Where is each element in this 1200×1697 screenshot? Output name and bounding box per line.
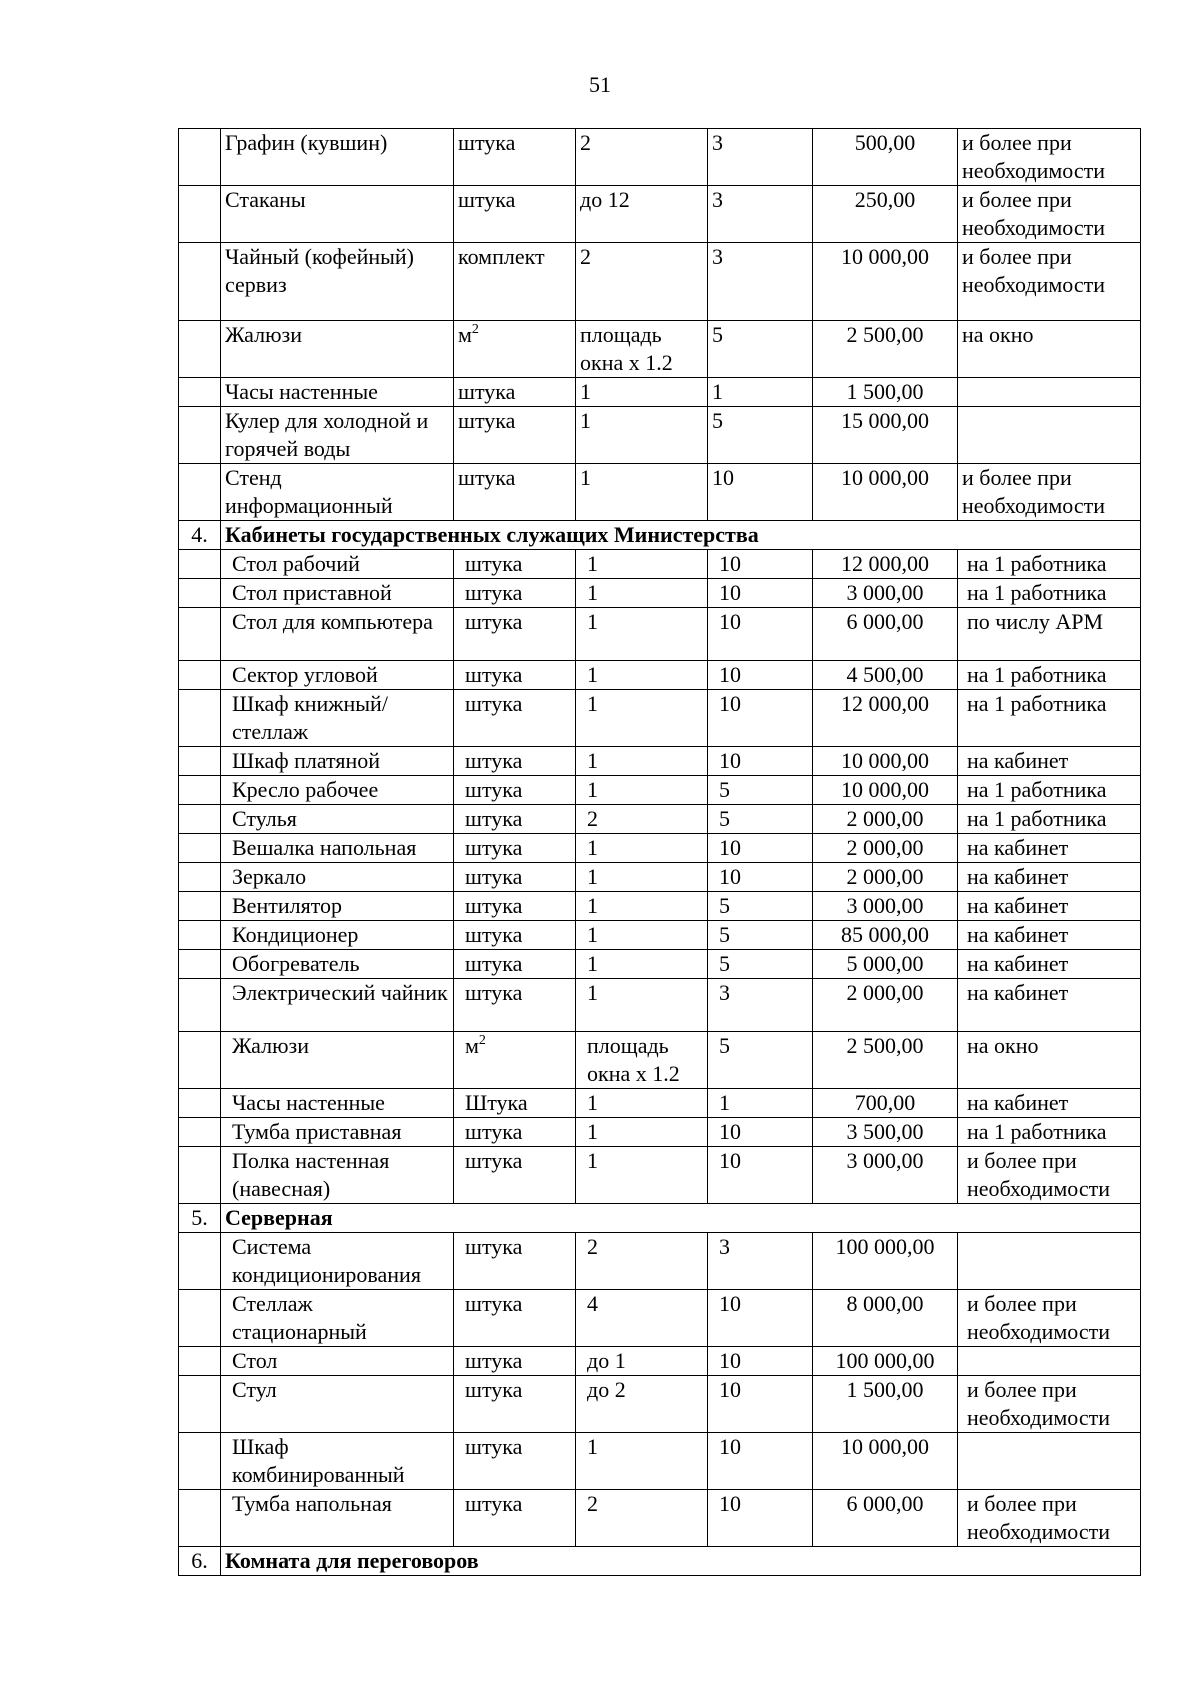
quantity-cell: 1 [576,378,708,407]
price-cell: 700,00 [813,1089,958,1118]
price-cell: 10 000,00 [813,1433,958,1490]
item-name-cell: Система кондиционирования [221,1233,454,1290]
note-cell: на 1 работника [958,550,1141,579]
unit-exponent: 2 [471,322,479,337]
row-number-cell [179,747,221,776]
row-number-cell [179,1347,221,1376]
table-row [179,186,1141,243]
unit-cell: штука [454,950,576,979]
unit-cell: комплект [454,243,576,321]
table-row [179,921,1141,950]
row-number-cell [179,464,221,521]
table-row [179,863,1141,892]
unit-cell: штука [454,921,576,950]
price-cell: 12 000,00 [813,550,958,579]
section-number: 5. [179,1204,221,1233]
table-row [179,1433,1141,1490]
unit-cell: штука [454,129,576,186]
service-life-cell: 10 [708,747,813,776]
service-life-cell: 10 [708,1490,813,1547]
row-number-cell [179,1032,221,1089]
price-cell: 500,00 [813,129,958,186]
note-cell: на 1 работника [958,579,1141,608]
service-life-cell: 10 [708,661,813,690]
row-number-cell [179,834,221,863]
quantity-cell: 2 [576,1490,708,1547]
section-title: Кабинеты государственных служащих Министерства [221,521,1141,550]
service-life-cell: 1 [708,1089,813,1118]
price-cell: 4 500,00 [813,661,958,690]
table-row [179,1490,1141,1547]
service-life-cell: 5 [708,892,813,921]
unit-cell: штука [454,186,576,243]
section-header-row [179,521,1141,550]
unit-cell: штука [454,608,576,661]
row-number-cell [179,1376,221,1433]
price-cell: 10 000,00 [813,243,958,321]
note-cell: и более при необходимости [958,186,1141,243]
price-cell: 2 000,00 [813,979,958,1032]
item-name-cell: Стаканы [221,186,454,243]
table-row [179,1233,1141,1290]
note-cell: на окно [958,321,1141,378]
price-cell: 10 000,00 [813,464,958,521]
price-cell: 10 000,00 [813,776,958,805]
table-row [179,834,1141,863]
row-number-cell [179,1118,221,1147]
price-cell: 2 500,00 [813,1032,958,1089]
row-number-cell [179,1233,221,1290]
item-name-cell: Стол приставной [221,579,454,608]
price-cell: 10 000,00 [813,747,958,776]
row-number-cell [179,661,221,690]
section-header-row [179,1547,1141,1576]
unit-exponent: 2 [478,1033,486,1048]
quantity-cell: 1 [576,776,708,805]
row-number-cell [179,608,221,661]
item-name-cell: Стулья [221,805,454,834]
price-cell: 2 000,00 [813,863,958,892]
service-life-cell: 5 [708,950,813,979]
unit-cell: штука [454,1376,576,1433]
quantity-cell: 1 [576,863,708,892]
service-life-cell: 3 [708,186,813,243]
table-row [179,1089,1141,1118]
service-life-cell: 10 [708,579,813,608]
unit-cell: штука [454,747,576,776]
item-name-cell: Стол [221,1347,454,1376]
unit-cell: штука [454,892,576,921]
service-life-cell: 10 [708,1290,813,1347]
price-cell: 6 000,00 [813,608,958,661]
item-name-cell: Кондиционер [221,921,454,950]
quantity-cell: 1 [576,747,708,776]
quantity-cell: 1 [576,979,708,1032]
quantity-cell: до 12 [576,186,708,243]
table-row [179,661,1141,690]
item-name-cell: Чайный (кофейный) сервиз [221,243,454,321]
price-cell: 2 500,00 [813,321,958,378]
item-name-cell: Полка настенная (навесная) [221,1147,454,1204]
note-cell [958,1233,1141,1290]
quantity-cell: 1 [576,892,708,921]
note-cell: на 1 работника [958,661,1141,690]
table-row [179,378,1141,407]
item-name-cell: Стенд информационный [221,464,454,521]
service-life-cell: 10 [708,1376,813,1433]
unit-cell: штука [454,1118,576,1147]
row-number-cell [179,550,221,579]
table-row [179,805,1141,834]
unit-cell: штука [454,464,576,521]
quantity-cell: 1 [576,464,708,521]
price-cell: 8 000,00 [813,1290,958,1347]
price-cell: 3 500,00 [813,1118,958,1147]
quantity-cell: 4 [576,1290,708,1347]
item-name-cell: Обогреватель [221,950,454,979]
row-number-cell [179,579,221,608]
table-row [179,1147,1141,1204]
price-cell: 6 000,00 [813,1490,958,1547]
note-cell: и более при необходимости [958,1147,1141,1204]
note-cell [958,1347,1141,1376]
table-row [179,1118,1141,1147]
note-cell: на 1 работника [958,776,1141,805]
item-name-cell: Кресло рабочее [221,776,454,805]
unit-cell: Штука [454,1089,576,1118]
item-name-cell: Тумба напольная [221,1490,454,1547]
service-life-cell: 3 [708,1233,813,1290]
section-title: Комната для переговоров [221,1547,1141,1576]
price-cell: 250,00 [813,186,958,243]
note-cell: на 1 работника [958,1118,1141,1147]
service-life-cell: 1 [708,378,813,407]
item-name-cell: Шкаф комбинированный [221,1433,454,1490]
item-name-cell: Жалюзи [221,321,454,378]
table-row [179,1290,1141,1347]
section-header-row [179,1204,1141,1233]
note-cell: на 1 работника [958,690,1141,747]
service-life-cell: 5 [708,921,813,950]
row-number-cell [179,1490,221,1547]
row-number-cell [179,378,221,407]
item-name-cell: Вентилятор [221,892,454,921]
table-row [179,1376,1141,1433]
quantity-cell: 1 [576,608,708,661]
row-number-cell [179,321,221,378]
quantity-cell: 2 [576,805,708,834]
table-row [179,550,1141,579]
service-life-cell: 3 [708,129,813,186]
table-row [179,892,1141,921]
table-row [179,608,1141,661]
row-number-cell [179,129,221,186]
unit-cell: штука [454,805,576,834]
item-name-cell: Кулер для холодной и горячей воды [221,407,454,464]
unit-cell: штука [454,1433,576,1490]
price-cell: 5 000,00 [813,950,958,979]
unit-cell: штука [454,1490,576,1547]
price-cell: 2 000,00 [813,834,958,863]
price-cell: 2 000,00 [813,805,958,834]
quantity-cell: 2 [576,243,708,321]
quantity-cell: 1 [576,661,708,690]
quantity-cell: 1 [576,550,708,579]
note-cell: на кабинет [958,863,1141,892]
note-cell: и более при необходимости [958,1490,1141,1547]
row-number-cell [179,805,221,834]
furniture-norms-table [178,128,1141,1576]
page-number: 51 [589,72,611,97]
table-row [179,129,1141,186]
note-cell [958,1433,1141,1490]
service-life-cell: 5 [708,321,813,378]
table-row [179,979,1141,1032]
quantity-cell: 2 [576,1233,708,1290]
table-row [179,1032,1141,1089]
note-cell: на кабинет [958,834,1141,863]
item-name-cell: Зеркало [221,863,454,892]
unit-cell: штука [454,690,576,747]
unit-cell: штука [454,1233,576,1290]
price-cell: 100 000,00 [813,1347,958,1376]
row-number-cell [179,407,221,464]
table-row [179,407,1141,464]
quantity-cell: 1 [576,1433,708,1490]
item-name-cell: Жалюзи [221,1032,454,1089]
unit-cell: штука [454,863,576,892]
item-name-cell: Тумба приставная [221,1118,454,1147]
item-name-cell: Часы настенные [221,378,454,407]
section-number: 6. [179,1547,221,1576]
section-number: 4. [179,521,221,550]
service-life-cell: 5 [708,776,813,805]
note-cell [958,378,1141,407]
unit-cell: штука [454,1290,576,1347]
note-cell: на кабинет [958,921,1141,950]
price-cell: 3 000,00 [813,892,958,921]
price-cell: 100 000,00 [813,1233,958,1290]
service-life-cell: 10 [708,1147,813,1204]
table-row [179,776,1141,805]
service-life-cell: 10 [708,1118,813,1147]
unit-text: м [465,1033,479,1058]
note-cell: на кабинет [958,747,1141,776]
item-name-cell: Стул [221,1376,454,1433]
quantity-cell: 2 [576,129,708,186]
note-cell: на кабинет [958,950,1141,979]
quantity-cell: до 1 [576,1347,708,1376]
row-number-cell [179,892,221,921]
quantity-cell: 1 [576,1089,708,1118]
service-life-cell: 10 [708,834,813,863]
row-number-cell [179,776,221,805]
unit-cell: штука [454,579,576,608]
price-cell: 3 000,00 [813,1147,958,1204]
quantity-cell: площадь окна х 1.2 [576,1032,708,1089]
note-cell: по числу АРМ [958,608,1141,661]
table-row [179,464,1141,521]
table-row [179,321,1141,378]
row-number-cell [179,921,221,950]
unit-cell: штука [454,378,576,407]
unit-cell: штука [454,661,576,690]
note-cell: на 1 работника [958,805,1141,834]
row-number-cell [179,243,221,321]
service-life-cell: 3 [708,243,813,321]
item-name-cell: Вешалка напольная [221,834,454,863]
unit-cell: штука [454,776,576,805]
quantity-cell: 1 [576,1147,708,1204]
unit-cell: штука [454,979,576,1032]
service-life-cell: 5 [708,1032,813,1089]
quantity-cell: 1 [576,921,708,950]
price-cell: 85 000,00 [813,921,958,950]
price-cell: 15 000,00 [813,407,958,464]
table-row [179,690,1141,747]
note-cell: и более при необходимости [958,1376,1141,1433]
quantity-cell: 1 [576,1118,708,1147]
row-number-cell [179,863,221,892]
section-title: Серверная [221,1204,1141,1233]
quantity-cell: до 2 [576,1376,708,1433]
unit-text: м [458,322,472,347]
service-life-cell: 10 [708,1433,813,1490]
price-cell: 1 500,00 [813,378,958,407]
note-cell [958,407,1141,464]
note-cell: и более при необходимости [958,243,1141,321]
note-cell: на кабинет [958,892,1141,921]
service-life-cell: 10 [708,863,813,892]
quantity-cell: 1 [576,579,708,608]
row-number-cell [179,690,221,747]
item-name-cell: Графин (кувшин) [221,129,454,186]
item-name-cell: Электрический чайник [221,979,454,1032]
quantity-cell: 1 [576,834,708,863]
table-row [179,579,1141,608]
item-name-cell: Шкаф книжный/стеллаж [221,690,454,747]
row-number-cell [179,979,221,1032]
service-life-cell: 5 [708,805,813,834]
price-cell: 3 000,00 [813,579,958,608]
unit-cell [454,1032,576,1089]
row-number-cell [179,1290,221,1347]
table-row [179,243,1141,321]
unit-cell: штука [454,407,576,464]
item-name-cell: Сектор угловой [221,661,454,690]
row-number-cell [179,186,221,243]
service-life-cell: 10 [708,690,813,747]
price-cell: 12 000,00 [813,690,958,747]
service-life-cell: 5 [708,407,813,464]
table-row [179,747,1141,776]
unit-cell [454,321,576,378]
item-name-cell: Стеллаж стационарный [221,1290,454,1347]
row-number-cell [179,1433,221,1490]
unit-cell: штука [454,1347,576,1376]
unit-cell: штука [454,550,576,579]
service-life-cell: 10 [708,608,813,661]
item-name-cell: Стол рабочий [221,550,454,579]
item-name-cell: Часы настенные [221,1089,454,1118]
item-name-cell: Шкаф платяной [221,747,454,776]
service-life-cell: 10 [708,1347,813,1376]
table-row [179,1347,1141,1376]
row-number-cell [179,1089,221,1118]
table-row [179,950,1141,979]
service-life-cell: 10 [708,550,813,579]
quantity-cell: 1 [576,407,708,464]
note-cell: и более при необходимости [958,464,1141,521]
row-number-cell [179,950,221,979]
service-life-cell: 3 [708,979,813,1032]
note-cell: на окно [958,1032,1141,1089]
note-cell: и более при необходимости [958,1290,1141,1347]
item-name-cell: Стол для компьютера [221,608,454,661]
unit-cell: штука [454,834,576,863]
quantity-cell: площадь окна х 1.2 [576,321,708,378]
note-cell: и более при необходимости [958,129,1141,186]
service-life-cell: 10 [708,464,813,521]
quantity-cell: 1 [576,950,708,979]
price-cell: 1 500,00 [813,1376,958,1433]
quantity-cell: 1 [576,690,708,747]
note-cell: на кабинет [958,1089,1141,1118]
note-cell: на кабинет [958,979,1141,1032]
unit-cell: штука [454,1147,576,1204]
row-number-cell [179,1147,221,1204]
